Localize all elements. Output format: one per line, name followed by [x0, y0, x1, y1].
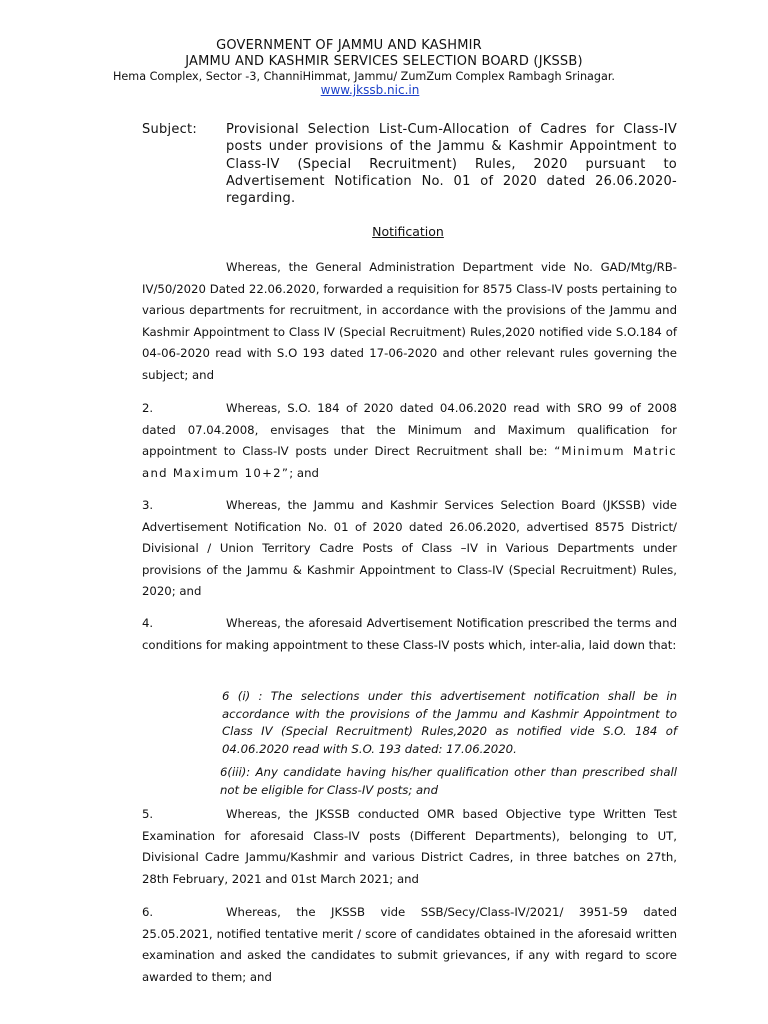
paragraph-2 — [142, 398, 677, 484]
paragraph-5-number: 5. — [142, 807, 154, 821]
paragraph-5 — [142, 804, 677, 890]
paragraph-4-number: 4. — [142, 616, 154, 630]
website-link[interactable]: www.jkssb.nic.in — [320, 83, 420, 98]
quoted-clause-6i: 6 (i) : The selections under this advertisement notification shall be in accordance with the provisions of the Jammu and Kashmir Appointment to Class IV (Special Recruitment) Rules,2020 as notified vide S.O. 184 of 04.06.2020 read with S.O. 193 dated: 17.06.2020. — [222, 689, 677, 756]
paragraph-6-text: Whereas, the JKSSB vide SSB/Secy/Class-IV/2021/ 3951-59 dated 25.05.2021, notified tentative merit / score of candidates obtained in the aforesaid written examination and asked the candidates to submit grievances, if any with regard to score awarded to them; and — [142, 905, 677, 984]
paragraph-2-quote: “Minimum Matric and Maximum 10+2” — [142, 444, 677, 480]
paragraph-4 — [142, 613, 677, 656]
paragraph-6-number: 6. — [142, 905, 154, 919]
paragraph-6 — [142, 902, 677, 988]
subject-block — [142, 121, 677, 207]
paragraph-1 — [142, 257, 677, 386]
paragraph-4-text: Whereas, the aforesaid Advertisement Notification prescribed the terms and conditions for making appointment to these Class-IV posts which, inter-alia, laid down that: — [142, 616, 677, 652]
paragraph-2-text: Whereas, S.O. 184 of 2020 dated 04.06.2020 read with SRO 99 of 2008 dated 07.04.2008, envisages that the Minimum and Maximum qualification for appointment to Class-IV posts under Direct Recruitment shall be: — [142, 401, 677, 458]
subject-text: Provisional Selection List-Cum-Allocation of Cadres for Class-IV posts under provisions of the Jammu & Kashmir Appointment to Class-IV (Special Recruitment) Rules, 2020 pursuant to Advertisement Notification No. 01 of 2020 dated 26.06.2020- regarding. — [226, 122, 677, 207]
paragraph-2-number: 2. — [142, 401, 154, 415]
notification-title-text: Notification — [372, 224, 444, 239]
letterhead — [0, 0, 768, 98]
paragraph-5-text: Whereas, the JKSSB conducted OMR based Objective type Written Test Examination for aforesaid Class-IV posts (Different Departments), belonging to UT, Divisional Cadre Jammu/Kashmir and various District Cadres, in three batches on 27th, 28th February, 2021 and 01st March 2021; and — [142, 807, 677, 886]
government-heading: GOVERNMENT OF JAMMU AND KASHMIR — [216, 38, 482, 53]
office-address: Hema Complex, Sector -3, ChanniHimmat, Jammu/ ZumZum Complex Rambagh Srinagar. — [113, 69, 615, 83]
board-heading: JAMMU AND KASHMIR SERVICES SELECTION BOARD (JKSSB) — [185, 53, 583, 69]
quoted-clause-6iii: 6(iii): Any candidate having his/her qualification other than prescribed shall not be eligible for Class-IV posts; and — [220, 765, 677, 797]
subject-label: Subject: — [142, 122, 197, 137]
paragraph-3 — [142, 495, 677, 603]
paragraph-1-text: Whereas, the General Administration Department vide No. GAD/Mtg/RB-IV/50/2020 Dated 22.06.2020, forwarded a requisition for 8575 Class-IV posts pertaining to various departments for recruitment, in accordance with the provisions of the Jammu and Kashmir Appointment to Class IV (Special Recruitment) Rules,2020 notified vide S.O.184 of 04-06-2020 read with S.O 193 dated 17-06-2020 and other relevant rules governing the subject; and — [142, 260, 677, 382]
paragraph-2-end: ; and — [289, 465, 319, 480]
notification-title — [0, 224, 768, 239]
paragraph-3-number: 3. — [142, 498, 154, 512]
paragraph-3-text: Whereas, the Jammu and Kashmir Services Selection Board (JKSSB) vide Advertisement Notification No. 01 of 2020 dated 26.06.2020, advertised 8575 District/ Divisional / Union Territory Cadre Posts of Class –IV in Various Departments under provisions of the Jammu & Kashmir Appointment to Class-IV (Special Recruitment) Rules, 2020; and — [142, 498, 677, 598]
